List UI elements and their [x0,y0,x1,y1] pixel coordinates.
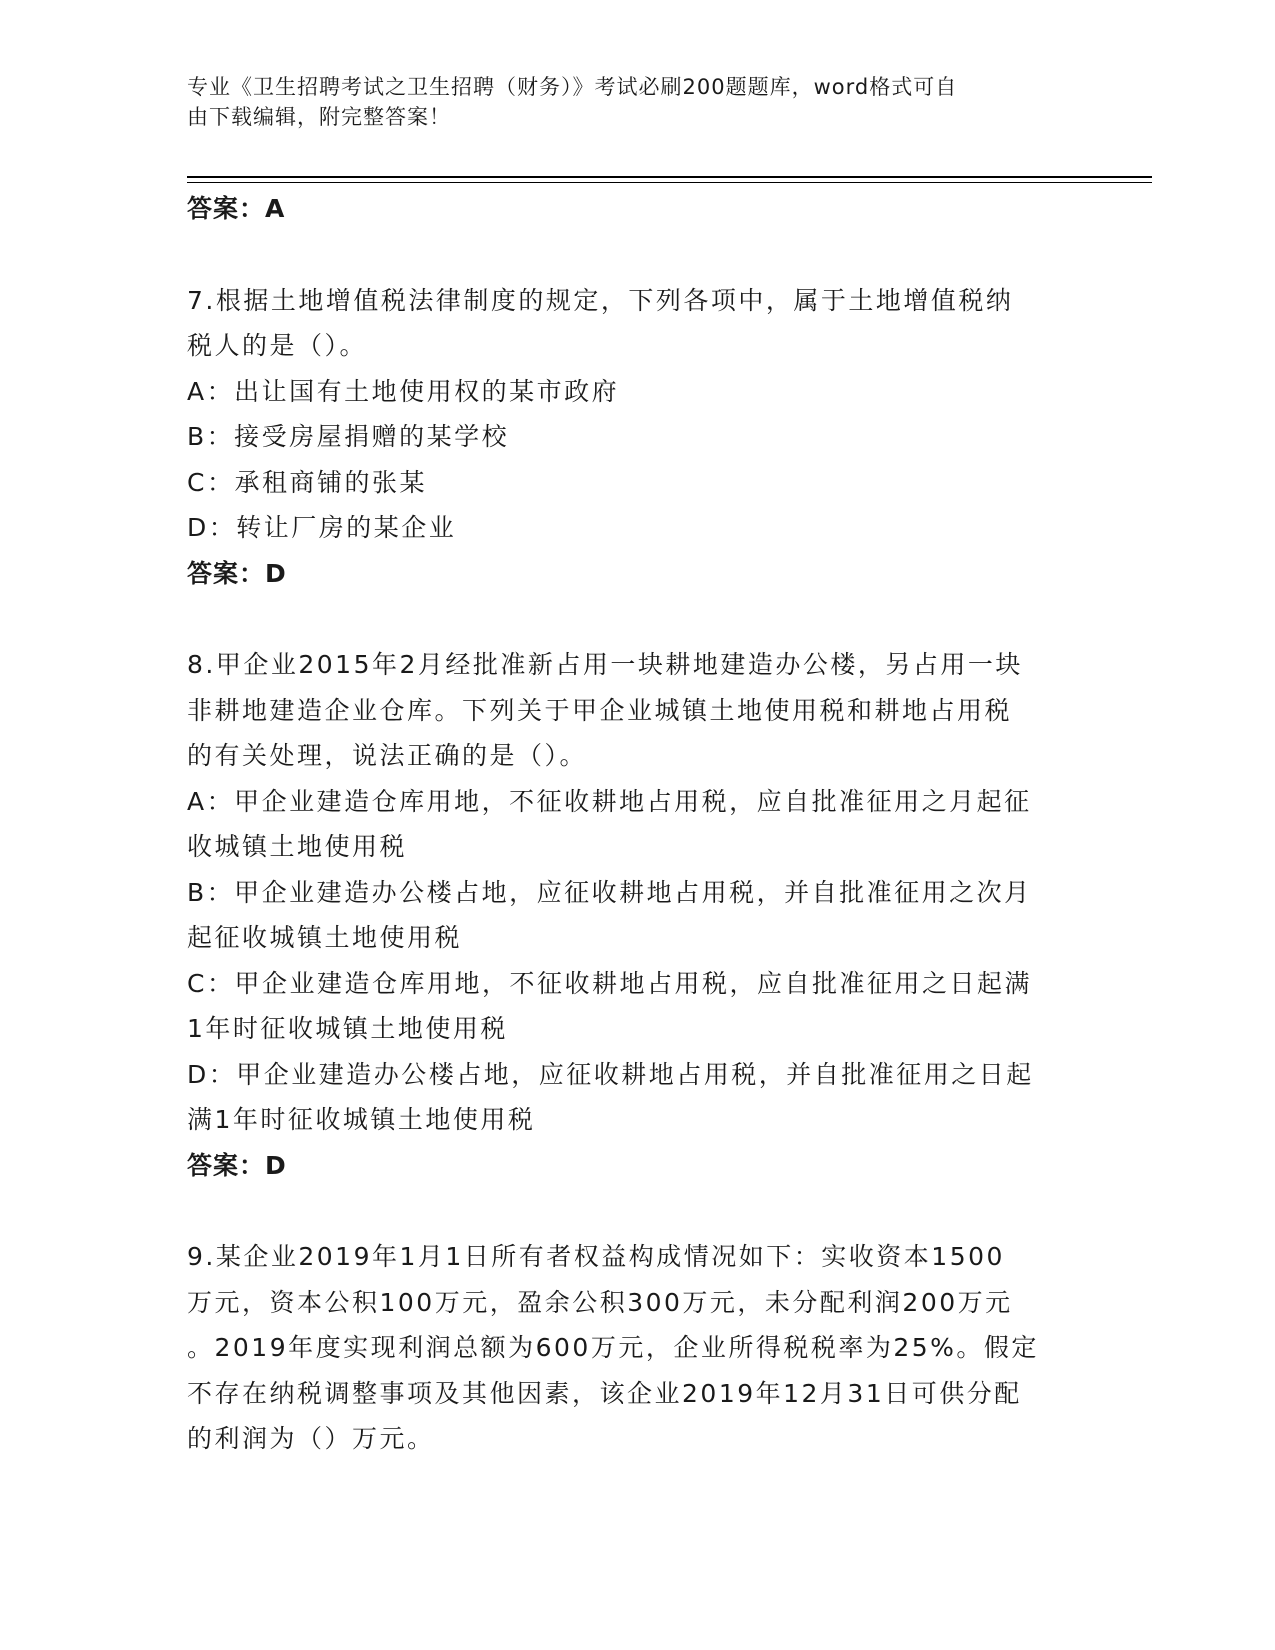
option-a: A：出让国有土地使用权的某市政府 [187,376,620,406]
question-stem-line: 不存在纳税调整事项及其他因素，该企业2019年12月31日可供分配 [187,1378,1022,1408]
header-line-2: 由下载编辑，附完整答案！ [187,105,451,129]
document-header [187,72,1067,132]
question-9 [187,1234,1082,1462]
spacer [187,1188,1082,1234]
question-stem-line: 非耕地建造企业仓库。下列关于甲企业城镇土地使用税和耕地占用税 [187,695,1013,725]
answer-q7: 答案：D [187,558,287,588]
answer-q8: 答案：D [187,1150,287,1180]
option-d-cont: 满1年时征收城镇土地使用税 [187,1105,536,1134]
option-d: D：转让厂房的某企业 [187,513,457,542]
header-divider-thin [187,182,1152,183]
option-a-cont: 收城镇土地使用税 [187,832,408,861]
option-b: B：接受房屋捐赠的某学校 [187,422,510,451]
option-c: C：甲企业建造仓库用地，不征收耕地占用税，应自批准征用之日起满 [187,968,1032,998]
question-stem-line: 9.某企业2019年1月1日所有者权益构成情况如下：实收资本1500 [187,1242,1005,1271]
header-line-1: 专业《卫生招聘考试之卫生招聘（财务）》考试必刷200题题库，word格式可自 [187,75,958,99]
spacer [187,232,1082,278]
question-stem-line: 7.根据土地增值税法律制度的规定，下列各项中，属于土地增值税纳 [187,285,1014,315]
question-7 [187,278,1082,597]
option-b: B：甲企业建造办公楼占地，应征收耕地占用税，并自批准征用之次月 [187,877,1032,907]
option-b-cont: 起征收城镇土地使用税 [187,923,463,952]
question-8 [187,642,1082,1188]
question-stem-line: 。2019年度实现利润总额为600万元，企业所得税税率为25%。假定 [187,1333,1039,1362]
question-stem-line: 的有关处理，说法正确的是（）。 [187,741,588,770]
question-stem-line: 税人的是（）。 [187,331,368,360]
question-content [187,186,1082,1462]
question-stem-line: 8.甲企业2015年2月经批准新占用一块耕地建造办公楼，另占用一块 [187,650,1023,679]
option-c: C：承租商铺的张某 [187,467,427,497]
question-stem-line: 的利润为（）万元。 [187,1424,435,1453]
header-divider-thick [187,176,1152,178]
spacer [187,596,1082,642]
question-stem-line: 万元，资本公积100万元，盈余公积300万元，未分配利润200万元 [187,1287,1013,1317]
option-c-cont: 1年时征收城镇土地使用税 [187,1014,508,1043]
answer-previous: 答案：A [187,194,286,223]
option-a: A：甲企业建造仓库用地，不征收耕地占用税，应自批准征用之月起征 [187,786,1032,816]
option-d: D：甲企业建造办公楼占地，应征收耕地占用税，并自批准征用之日起 [187,1059,1034,1089]
